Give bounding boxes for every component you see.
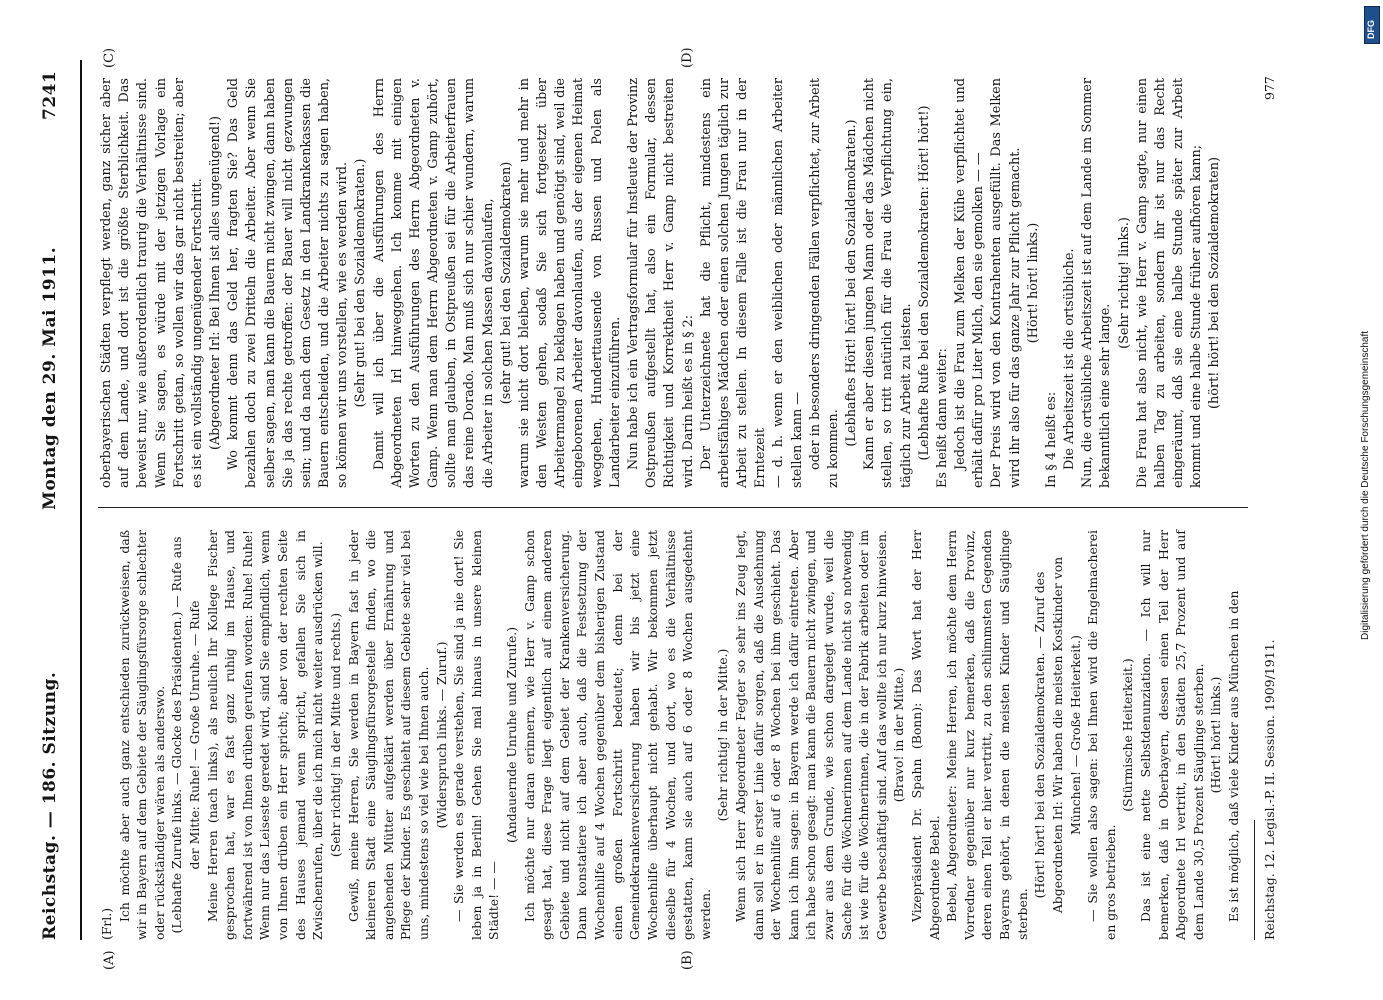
margin-mark-d: (D) [680,47,695,68]
left-paragraph: (Widerspruch links. — Zuruf.) [433,641,449,829]
text-column-left [98,530,1243,940]
header-date: Montag den 29. Mai 1911. [40,246,60,510]
left-paragraph: (Hört! hört! links.) [1208,676,1224,794]
right-paragraph: (Sehr gut! bei den Sozialdemokraten.) [353,158,369,408]
right-paragraph: Jedoch ist die Frau zum Melken der Kühe verpflichtet und erhält dafür pro Liter Milch, den sie gemolken — — [953,78,987,488]
left-paragraph: — Sie wollen also sagen: bei Ihnen wird die Engelmacherei en gros betrieben. [1085,530,1118,940]
dfg-logo [1364,6,1380,44]
right-paragraph: In § 4 heißt es: [1043,391,1059,488]
right-paragraph: oberbayerischen Städten verpflegt werden, ganz sicher aber auf dem Lande, und dort ist die größte Sterblichkeit. Das beweist nur, wie außerordentlich traurig die Verhältnisse sind. Wenn Sie sagen, es würde mit der jetzigen Vorlage ein Fortschritt getan, so wollen wir das gar nicht bestreiten; aber es ist ein vollständig ungenügender Fortschritt. [99,78,205,488]
right-paragraph: (Lebhafte Rufe bei den Sozialdemokraten: Hört! hört!) [916,105,932,461]
right-paragraph: (sehr gut! bei den Sozialdemokraten) [498,161,514,405]
left-paragraph: Vizepräsident Dr. Spahn (Bonn): Das Wort hat der Herr Abgeordnete Bebel. [909,530,942,940]
footnote-rule [1254,820,1255,940]
right-paragraph: warum sie nicht dort bleiben, warum sie mehr und mehr in den Westen gehen, sodaß Sie sich fortgesetzt über Arbeitermangel zu beklagen haben und genötigt sind, weil die eingeborenen Arbeiter davonlaufen, aus der eigenen Heimat weggehen, Hunderttausende von Russen und Polen als Landarbeiter einzuführen. [516,78,623,488]
right-paragraph: Die Arbeitszeit ist die ortsübliche. [1062,248,1078,470]
left-paragraph: (Stürmische Heiterkeit.) [1120,658,1136,812]
right-paragraph: Es heißt dann weiter: [934,348,950,488]
left-paragraph: Wenn sich Herr Abgeordneter Fegter so sehr ins Zeug legt, dann soll er in erster Linie dafür sorgen, daß die Ausdehnung der Wochenhilfe auf 6 oder 8 Wochen bei ihm geschieht. Das kann ich ihm sagen: in Bayern werde ich dafür eintreten. Aber ich habe schon gesagt: man kann die Bauern nicht zwingen, und zwar aus dem Grunde, wie schon dargelegt wurde, weil die Sache für die Wöchnerinnen auf dem Lande nicht so notwendig ist wie für die Wöchnerinnen, die in der Fabrik arbeiten oder im Gewerbe beschäftigt sind. Auf das wollte ich nur kurz hinweisen. [732,530,889,940]
column-divider [98,507,1248,508]
right-paragraph: Nun, die ortsübliche Arbeitszeit ist auf dem Lande im Sommer bekanntlich eine sehr lange. [1080,78,1114,488]
right-paragraph: Der Preis wird von den Kontrahenten ausgefüllt. Das Melken wird ihr also für das ganze Jahr zur Pflicht gemacht. [989,78,1023,488]
left-paragraph: (Sehr richtig! in der Mitte und rechts.) [327,612,343,858]
left-paragraph: — Sie werden es gerade verstehen, Sie sind ja nie dort! Sie leben ja in Berlin! Gehen Sie mal hinaus in unsere kleinen Städte! — — [451,530,502,940]
margin-mark-b: (B) [680,950,695,970]
right-paragraph: (Sehr richtig! links.) [1116,217,1132,349]
right-paragraph: Wo kommt denn das Geld her, fragten Sie? Das Geld bezahlen doch zu zwei Dritteln die Arbeiter. Aber wenn Sie selber sagen, man kann die Bauern nicht zwingen, dann haben Sie ja das rechte getroffen: der Bauer will nicht gezwungen sein; und da nach dem Gesetz in den Landkrankenkassen die Bauern entscheiden, und die Arbeiter nichts zu sagen haben, so können wir uns vorstellen, wie es werden wird. [226,78,351,488]
left-paragraph: Ich möchte nur daran erinnern, wie Herr v. Gamp schon gesagt hat, diese Frage liegt eigentlich auf einem anderen Gebiete und nicht auf dem Gebiet der Krankenversicherung. Dann konstatiere ich aber auch, daß die Festsetzung der Wochenhilfe auf 4 Wochen gegenüber dem bisherigen Zustand einen großen Fortschritt bedeutet; denn bei der Gemeindekrankenversicherung haben wir bis jetzt eine Wochenhilfe überhaupt nicht gehabt. Wir bekommen jetzt dieselbe für 4 Wochen, und dort, wo es die Verhältnisse gestatten, kann sie auch auf 6 oder 8 Wochen ausgedehnt werden. [521,530,713,940]
digitization-credit: Digitalisierung gefördert durch die Deutsche Forschungsgemeinschaft [1360,330,1371,640]
footer-page-number: 977 [1262,76,1277,100]
left-paragraph: Bebel, Abgeordneter: Meine Herren, ich möchte dem Herrn Vorredner gegenüber nur kurz bemerken, daß die Provinz, deren einen Teil er hier vertritt, zu den schlimmsten Gegenden Bayerns gehört, in denen die meisten Kinder und Säuglinge sterben. [944,530,1030,940]
right-paragraph: (hört! hört! bei den Sozialdemokraten) [1207,157,1223,409]
right-paragraph: Kann er aber diesen jungen Mann oder das Mädchen nicht stellen, so tritt natürlich für die Frau die Verpflichtung ein, täglich zur Arbeit zu leisten. [862,78,914,488]
dfg-logo-text: DFG [1366,20,1376,39]
right-paragraph: (Lebhaftes Hört! hört! bei den Sozialdemokraten.) [844,119,860,447]
footer-session: Reichstag. 12. Legisl.-P. II. Session. 1909/1911. [1262,639,1277,940]
right-paragraph: Nun habe ich ein Vertragsformular für Instleute der Provinz Ostpreußen aufgestellt hat, also ein Formular, dessen Richtigkeit und Korrektheit Herr v. Gamp nicht bestreiten wird. Darin heißt es in § 2: [625,78,696,488]
left-paragraph: Es ist möglich, daß viele Kinder aus München in den [1226,590,1241,922]
text-column-right [98,78,1225,488]
right-paragraph: oder in besonders dringenden Fällen verpflichtet, zur Arbeit zu kommen. [807,78,841,488]
left-paragraph: (Frl.) [99,907,114,940]
left-paragraph: Meine Herren (nach links), als neulich Ihr Kollege Fischer gesprochen hat, war es fast ganz ruhig im Hause, und fortwährend ist von Ihnen drüben gerufen worden: Ruhe! Ruhe! Wenn nur das Leiseste geredet wird, sind Sie empfindlich, wenn von Ihnen drüben ein Herr spricht; aber von der rechten Seite des Hauses jemand wenn spricht, gefallen Sie sich in Zwischenrufen, über die ich mich nicht weiter ausdrücken will. [204,530,326,940]
left-paragraph: Gewiß, meine Herren, Sie werden in Bayern fast in jeder kleineren Stadt eine Säuglingsfürsorgestelle finden, wo die angehenden Mütter aufgeklärt werden über Ernährung und Pflege der Kinder. Es geschieht auf diesem Gebiete sehr viel bei uns, mindestens so viel wie bei Ihnen auch. [345,530,431,940]
left-paragraph: (Sehr richtig! in der Mitte.) [715,648,731,822]
left-paragraph: (Lebhafte Zurufe links. — Glocke des Präsidenten.) — Rufe aus der Mitte: Ruhe! — Große Unruhe. — Rufe [169,536,203,934]
left-paragraph: (Andauernde Unruhe und Zurufe.) [504,626,520,844]
right-paragraph: (Hört! hört! links.) [1025,222,1041,344]
right-paragraph: Damit will ich über die Ausführungen des Herrn Abgeordneten Irl hinweggehen. Ich komme mit einigen Worten zu den Ausführungen des Herrn Abgeordneten v. Gamp. Wenn man dem Herrn Abgeordneten v. Gamp zuhört, sollte man glauben, in Ostpreußen sei für die Arbeiterfrauen das reine Dorado. Man muß sich nur schier wundern, warum die Arbeiter in solchen Massen davonlaufen, [371,78,496,488]
header-rule [80,60,82,940]
left-paragraph: (Hört! hört! bei den Sozialdemokraten. — Zuruf des Abgeordneten Irl: Wir haben die meisten Kostkinder von München! — Große Heiterkeit.) [1032,556,1083,914]
rotated-document-page [40,40,1300,970]
left-paragraph: Ich möchte aber auch ganz entschieden zurückweisen, daß wir in Bayern auf dem Gebiete der Säuglingsfürsorge schlechter oder rückständiger wären als anderswo. [116,530,167,940]
right-paragraph: — d. h. wenn er den weiblichen oder männlichen Arbeiter stellen kann — [771,78,805,488]
margin-mark-c: (C) [102,47,117,68]
right-paragraph: Der Unterzeichnete hat die Pflicht, mindestens ein arbeitsfähiges Mädchen oder einen solchen Jungen täglich zur Arbeit zu stellen. In diesem Falle ist die Frau nur in der Erntezeit [698,78,769,488]
margin-mark-a: (A) [102,950,117,970]
left-paragraph: Das ist eine nette Selbstdenunziation. — Ich will nur bemerken, daß in Oberbayern, dessen einen Teil der Herr Abgeordnete Irl vertritt, in den Städten 25,7 Prozent und auf dem Lande 30,5 Prozent Säuglinge sterben. [1137,530,1206,940]
header-page-number: 7241 [40,70,60,120]
right-paragraph: (Abgeordneter Irl: Bei Ihnen ist alles ungenügend!) [208,115,224,451]
right-paragraph: Die Frau hat also nicht, wie Herr v. Gamp sagte, nur einen halben Tag zu arbeiten, sondern ihr ist nur das Recht eingeräumt, daß sie eine halbe Stunde später zur Arbeit kommt und eine halbe Stunde früher aufhören kann; [1134,78,1205,488]
header-left: Reichstag. — 186. Sitzung. [40,671,60,940]
left-paragraph: (Bravo! in der Mitte.) [891,667,907,803]
